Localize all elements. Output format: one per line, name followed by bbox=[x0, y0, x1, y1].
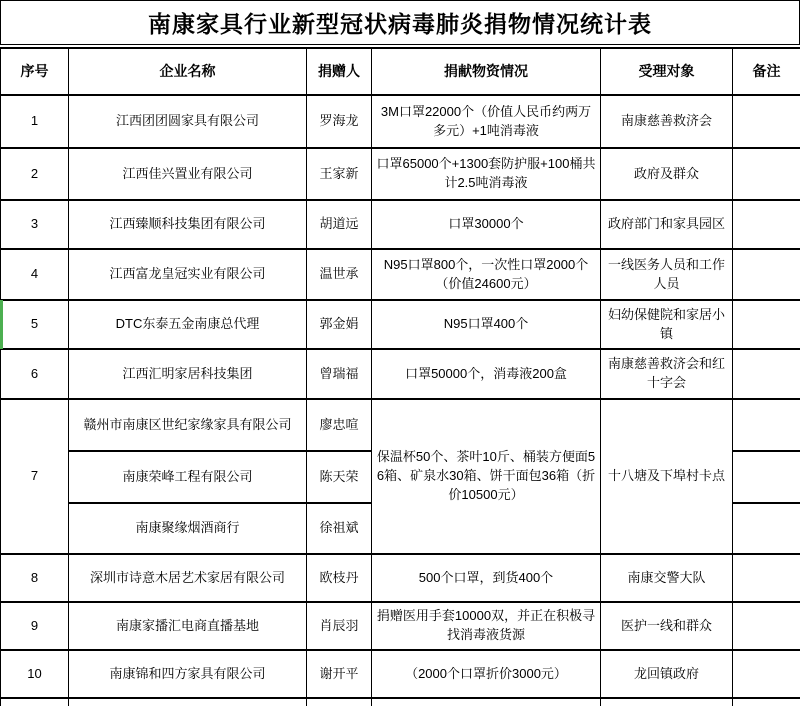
cell-company: 南康家播汇电商直播基地 bbox=[69, 602, 307, 650]
cell-recipient: 南康慈善救济会和红十字会 bbox=[601, 349, 733, 399]
cell-no: 2 bbox=[1, 148, 69, 200]
header-row bbox=[1, 48, 800, 95]
cell-note bbox=[733, 300, 800, 349]
cell-note bbox=[733, 200, 800, 249]
cell-donor bbox=[307, 698, 372, 706]
table-row-partial bbox=[1, 698, 800, 706]
cell-company bbox=[69, 698, 307, 706]
cell-company: 南康荣峰工程有限公司 bbox=[69, 451, 307, 503]
cell-no bbox=[1, 698, 69, 706]
cell-recipient: 南康慈善救济会 bbox=[601, 95, 733, 148]
cell-recipient: 十八塘及下埠村卡点 bbox=[601, 399, 733, 554]
cell-company: 赣州市南康区世纪家缘家具有限公司 bbox=[69, 399, 307, 451]
col-header-recipient: 受理对象 bbox=[601, 48, 733, 95]
cell-no: 4 bbox=[1, 249, 69, 300]
cell-donation: 口罩65000个+1300套防护服+100桶共计2.5吨消毒液 bbox=[372, 148, 601, 200]
cell-donor: 温世承 bbox=[307, 249, 372, 300]
cell-note bbox=[733, 451, 800, 503]
cell-donor: 郭金娟 bbox=[307, 300, 372, 349]
cell-note bbox=[733, 399, 800, 451]
cell-recipient: 政府及群众 bbox=[601, 148, 733, 200]
cell-donor: 罗海龙 bbox=[307, 95, 372, 148]
cell-donor: 廖忠喧 bbox=[307, 399, 372, 451]
col-header-donor: 捐赠人 bbox=[307, 48, 372, 95]
col-header-donation: 捐献物资情况 bbox=[372, 48, 601, 95]
cell-company: 江西臻顺科技集团有限公司 bbox=[69, 200, 307, 249]
cell-note bbox=[733, 602, 800, 650]
cell-no: 9 bbox=[1, 602, 69, 650]
col-header-company: 企业名称 bbox=[69, 48, 307, 95]
cell-company: 江西团团圆家具有限公司 bbox=[69, 95, 307, 148]
cell-note bbox=[733, 95, 800, 148]
cell-company: DTC东泰五金南康总代理 bbox=[69, 300, 307, 349]
col-header-note: 备注 bbox=[733, 48, 800, 95]
cell-donation: 口罩50000个，消毒液200盒 bbox=[372, 349, 601, 399]
col-header-no: 序号 bbox=[1, 48, 69, 95]
cell-no: 7 bbox=[1, 399, 69, 554]
cell-note bbox=[733, 249, 800, 300]
cell-recipient: 龙回镇政府 bbox=[601, 650, 733, 698]
table-row bbox=[1, 148, 800, 200]
cell-donor: 肖辰羽 bbox=[307, 602, 372, 650]
cell-recipient: 南康交警大队 bbox=[601, 554, 733, 602]
table-row bbox=[1, 300, 800, 349]
cell-donor: 陈天荣 bbox=[307, 451, 372, 503]
cell-donation bbox=[372, 698, 601, 706]
table-row bbox=[1, 349, 800, 399]
cell-no: 5 bbox=[1, 300, 69, 349]
cell-donor: 曾瑞福 bbox=[307, 349, 372, 399]
cell-donation: N95口罩800个，一次性口罩2000个（价值24600元） bbox=[372, 249, 601, 300]
cell-no: 10 bbox=[1, 650, 69, 698]
cell-donation: 500个口罩，到货400个 bbox=[372, 554, 601, 602]
cell-recipient bbox=[601, 698, 733, 706]
cell-no: 8 bbox=[1, 554, 69, 602]
cell-recipient: 妇幼保健院和家居小镇 bbox=[601, 300, 733, 349]
cell-donation: 口罩30000个 bbox=[372, 200, 601, 249]
cell-donor: 王家新 bbox=[307, 148, 372, 200]
cell-donor: 徐祖斌 bbox=[307, 503, 372, 554]
cell-note bbox=[733, 503, 800, 554]
table-row bbox=[1, 200, 800, 249]
cell-company: 江西汇明家居科技集团 bbox=[69, 349, 307, 399]
cell-donation: N95口罩400个 bbox=[372, 300, 601, 349]
cell-donor: 谢开平 bbox=[307, 650, 372, 698]
table-row-group7-1 bbox=[1, 399, 800, 451]
cell-note bbox=[733, 650, 800, 698]
cell-no: 6 bbox=[1, 349, 69, 399]
cell-recipient: 一线医务人员和工作人员 bbox=[601, 249, 733, 300]
table-title-box bbox=[0, 0, 800, 45]
cell-donation: （2000个口罩折价3000元） bbox=[372, 650, 601, 698]
cell-company: 深圳市诗意木居艺术家居有限公司 bbox=[69, 554, 307, 602]
table-row bbox=[1, 650, 800, 698]
row-selection-indicator bbox=[0, 300, 3, 349]
cell-note bbox=[733, 349, 800, 399]
cell-no: 3 bbox=[1, 200, 69, 249]
table-row bbox=[1, 249, 800, 300]
cell-donation: 保温杯50个、茶叶10斤、桶装方便面56箱、矿泉水30箱、饼干面包36箱（折价10500元） bbox=[372, 399, 601, 554]
cell-note bbox=[733, 698, 800, 706]
cell-donor: 胡道远 bbox=[307, 200, 372, 249]
cell-company: 南康锦和四方家具有限公司 bbox=[69, 650, 307, 698]
cell-company: 南康聚缘烟酒商行 bbox=[69, 503, 307, 554]
cell-donation: 捐赠医用手套10000双，并正在积极寻找消毒液货源 bbox=[372, 602, 601, 650]
table-row bbox=[1, 95, 800, 148]
page-title: 南康家具行业新型冠状病毒肺炎捐物情况统计表 bbox=[148, 11, 652, 37]
cell-recipient: 政府部门和家具园区 bbox=[601, 200, 733, 249]
donation-table bbox=[0, 47, 800, 706]
cell-donation: 3M口罩22000个（价值人民币约两万多元）+1吨消毒液 bbox=[372, 95, 601, 148]
table-row bbox=[1, 554, 800, 602]
cell-note bbox=[733, 148, 800, 200]
table-row bbox=[1, 602, 800, 650]
cell-recipient: 医护一线和群众 bbox=[601, 602, 733, 650]
cell-company: 江西富龙皇冠实业有限公司 bbox=[69, 249, 307, 300]
cell-no: 1 bbox=[1, 95, 69, 148]
cell-note bbox=[733, 554, 800, 602]
cell-company: 江西佳兴置业有限公司 bbox=[69, 148, 307, 200]
cell-donor: 欧枝丹 bbox=[307, 554, 372, 602]
